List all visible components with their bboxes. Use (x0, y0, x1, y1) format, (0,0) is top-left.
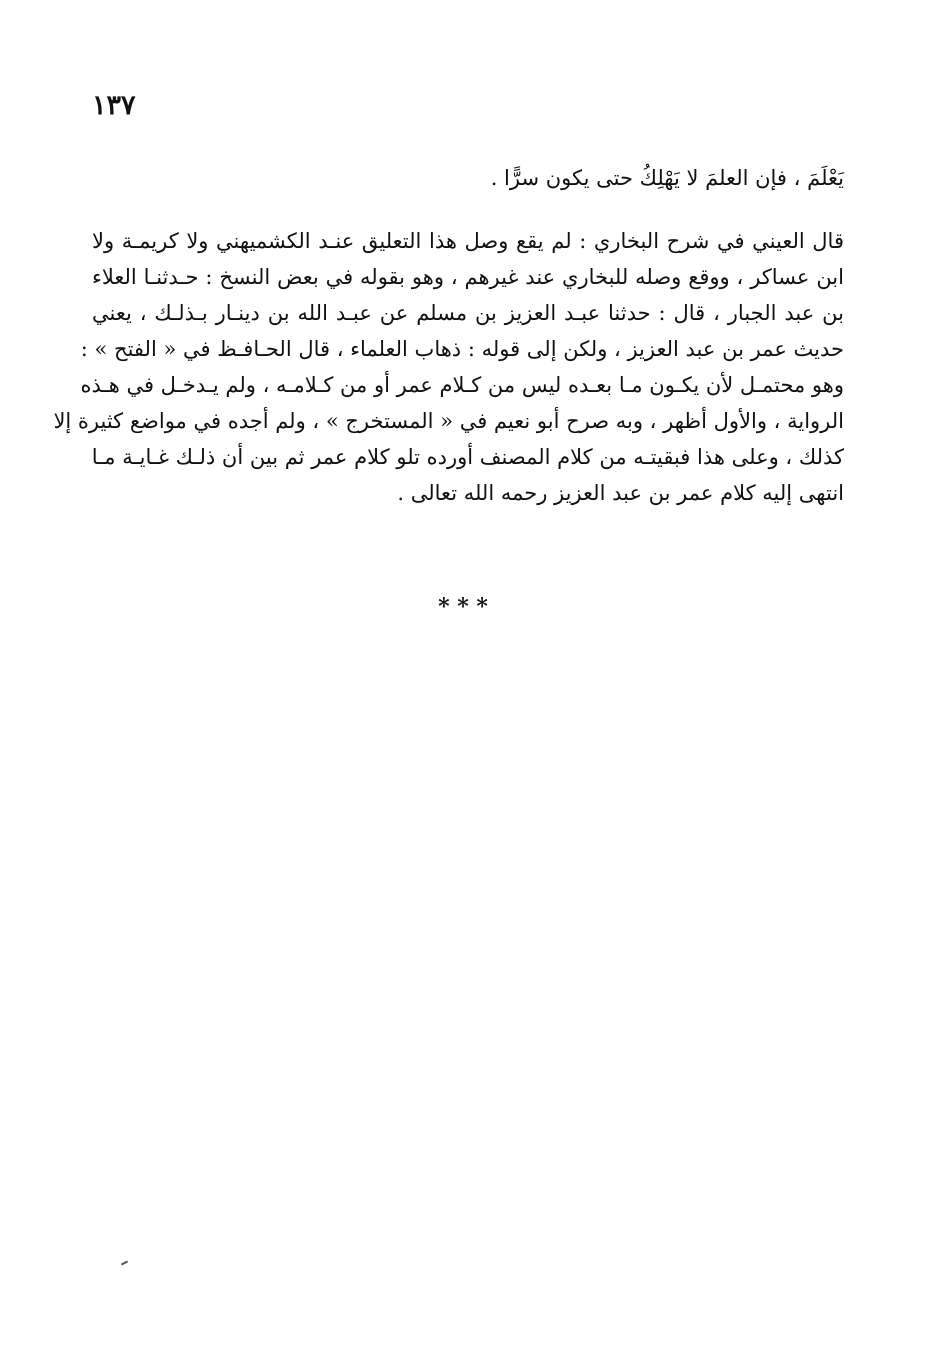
paragraph-line: حديث عمر بن عبد العزيز ، ولكن إلى قوله : ذهاب العلماء ، قال الحـافـظ في « الفتح » : (80, 337, 844, 361)
paragraph-line: وهو محتمـل لأن يكـون مـا بعـده ليس من كـلام عمر أو من كـلامـه ، ولم يـدخـل في هـذه (80, 373, 844, 397)
paragraph-line: ابن عساكر ، ووقع وصله للبخاري عند غيرهم ، وهو بقوله في بعض النسخ : حـدثنـا العلاء (92, 265, 844, 289)
commentary-paragraph (53, 223, 844, 511)
paragraph-line: انتهى إليه كلام عمر بن عبد العزيز رحمه الله تعالى . (397, 481, 844, 505)
page-number: ١٣٧ (92, 90, 136, 121)
paragraph-line: الرواية ، والأول أظهر ، وبه صرح أبو نعيم في « المستخرج » ، ولم أجده في مواضع كثيرة إلا (53, 409, 844, 433)
paragraph-line: قال العيني في شرح البخاري : لم يقع وصل هذا التعليق عنـد الكشميهني ولا كريمـة ولا (92, 229, 844, 253)
opening-line: يَعْلَمَ ، فإن العلمَ لا يَهْلِكُ حتى يكون سرًّا . (490, 166, 844, 190)
scan-speck (121, 1260, 128, 1265)
section-separator: * * * (438, 594, 488, 620)
paragraph-line: كذلك ، وعلى هذا فبقيتـه من كلام المصنف أورده تلو كلام عمر ثم بين أن ذلـك غـايـة مـا (91, 445, 844, 469)
opening-line-block (92, 160, 844, 196)
paragraph-line: بن عبد الجبار ، قال : حدثنا عبـد العزيز بن مسلم عن عبـد الله بن دينـار بـذلـك ، يعني (92, 301, 844, 325)
